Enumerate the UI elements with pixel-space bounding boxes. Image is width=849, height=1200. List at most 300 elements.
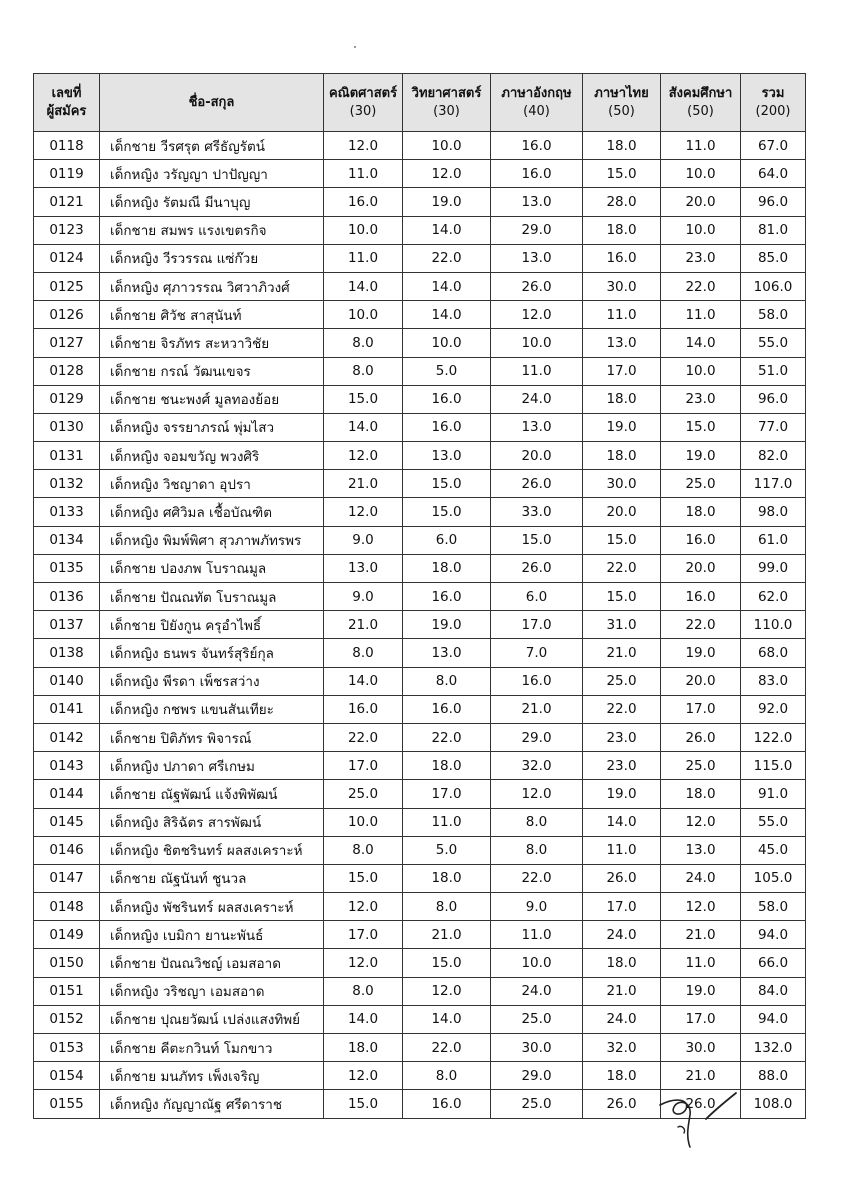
cell-math: 8.0 — [324, 357, 403, 385]
table-row — [34, 301, 806, 329]
cell-english: 22.0 — [491, 864, 583, 892]
cell-applicant-id: 0125 — [34, 272, 100, 300]
cell-thai: 18.0 — [583, 949, 661, 977]
cell-english: 8.0 — [491, 836, 583, 864]
cell-thai: 30.0 — [583, 272, 661, 300]
cell-total: 68.0 — [741, 639, 806, 667]
cell-math: 8.0 — [324, 329, 403, 357]
cell-total: 61.0 — [741, 526, 806, 554]
cell-applicant-id: 0118 — [34, 132, 100, 160]
cell-social: 13.0 — [661, 836, 741, 864]
cell-total: 96.0 — [741, 385, 806, 413]
cell-total: 106.0 — [741, 272, 806, 300]
header-math-max: (30) — [349, 103, 377, 119]
cell-english: 12.0 — [491, 301, 583, 329]
table-row — [34, 752, 806, 780]
cell-english: 15.0 — [491, 526, 583, 554]
cell-applicant-id: 0135 — [34, 554, 100, 582]
cell-math: 11.0 — [324, 244, 403, 272]
cell-total: 67.0 — [741, 132, 806, 160]
table-row — [34, 413, 806, 441]
header-thai-max: (50) — [608, 103, 635, 119]
cell-english: 26.0 — [491, 554, 583, 582]
cell-applicant-id: 0152 — [34, 1005, 100, 1033]
cell-math: 12.0 — [324, 442, 403, 470]
table-row — [34, 864, 806, 892]
cell-social: 19.0 — [661, 442, 741, 470]
cell-thai: 26.0 — [583, 1090, 661, 1118]
cell-math: 10.0 — [324, 301, 403, 329]
table-row — [34, 780, 806, 808]
cell-name: เด็กหญิง วรัญญา ปาปัญญา — [100, 160, 324, 188]
cell-english: 11.0 — [491, 921, 583, 949]
cell-science: 15.0 — [403, 498, 491, 526]
cell-name: เด็กชาย จิรภัทร สะหวาวิชัย — [100, 329, 324, 357]
cell-social: 12.0 — [661, 893, 741, 921]
table-row — [34, 160, 806, 188]
cell-science: 22.0 — [403, 723, 491, 751]
header-science-label: วิทยาศาสตร์ — [411, 85, 482, 101]
cell-name: เด็กชาย ปิยังกูน ครุอำไพธิ์ — [100, 611, 324, 639]
cell-science: 19.0 — [403, 188, 491, 216]
cell-name: เด็กชาย ปัณณวิชญ์ เอมสอาด — [100, 949, 324, 977]
cell-name: เด็กชาย ณัฐนันท์ ชูนวล — [100, 864, 324, 892]
cell-social: 20.0 — [661, 667, 741, 695]
cell-science: 8.0 — [403, 1062, 491, 1090]
cell-thai: 17.0 — [583, 357, 661, 385]
cell-social: 22.0 — [661, 611, 741, 639]
cell-english: 20.0 — [491, 442, 583, 470]
table-row — [34, 1034, 806, 1062]
cell-total: 88.0 — [741, 1062, 806, 1090]
cell-math: 15.0 — [324, 385, 403, 413]
cell-english: 17.0 — [491, 611, 583, 639]
cell-social: 23.0 — [661, 385, 741, 413]
cell-total: 85.0 — [741, 244, 806, 272]
table-row — [34, 554, 806, 582]
cell-social: 18.0 — [661, 498, 741, 526]
cell-applicant-id: 0133 — [34, 498, 100, 526]
cell-thai: 15.0 — [583, 526, 661, 554]
table-row — [34, 583, 806, 611]
table-row — [34, 836, 806, 864]
cell-thai: 13.0 — [583, 329, 661, 357]
cell-social: 30.0 — [661, 1034, 741, 1062]
cell-science: 11.0 — [403, 808, 491, 836]
cell-applicant-id: 0129 — [34, 385, 100, 413]
header-english-max: (40) — [523, 103, 550, 119]
cell-applicant-id: 0119 — [34, 160, 100, 188]
cell-math: 10.0 — [324, 216, 403, 244]
cell-science: 14.0 — [403, 301, 491, 329]
cell-math: 12.0 — [324, 893, 403, 921]
cell-english: 7.0 — [491, 639, 583, 667]
cell-applicant-id: 0149 — [34, 921, 100, 949]
cell-applicant-id: 0142 — [34, 723, 100, 751]
cell-total: 58.0 — [741, 301, 806, 329]
cell-thai: 15.0 — [583, 583, 661, 611]
cell-math: 12.0 — [324, 949, 403, 977]
table-row — [34, 808, 806, 836]
cell-math: 13.0 — [324, 554, 403, 582]
cell-social: 18.0 — [661, 780, 741, 808]
cell-thai: 14.0 — [583, 808, 661, 836]
cell-name: เด็กหญิง ชิตชรินทร์ ผลสงเคราะห์ — [100, 836, 324, 864]
signature-image — [640, 1075, 750, 1155]
cell-thai: 24.0 — [583, 1005, 661, 1033]
table-row — [34, 188, 806, 216]
cell-math: 17.0 — [324, 752, 403, 780]
cell-social: 11.0 — [661, 949, 741, 977]
cell-math: 16.0 — [324, 695, 403, 723]
cell-english: 13.0 — [491, 244, 583, 272]
header-math — [324, 74, 403, 132]
cell-total: 84.0 — [741, 977, 806, 1005]
cell-social: 10.0 — [661, 160, 741, 188]
cell-science: 12.0 — [403, 977, 491, 1005]
cell-science: 19.0 — [403, 611, 491, 639]
cell-total: 117.0 — [741, 470, 806, 498]
header-social-label: สังคมศึกษา — [668, 85, 733, 101]
cell-name: เด็กชาย ปุณยวัฒน์ เปล่งแสงทิพย์ — [100, 1005, 324, 1033]
cell-science: 16.0 — [403, 583, 491, 611]
cell-social: 15.0 — [661, 413, 741, 441]
cell-math: 8.0 — [324, 977, 403, 1005]
cell-thai: 23.0 — [583, 723, 661, 751]
table-body — [34, 132, 806, 1119]
cell-science: 15.0 — [403, 949, 491, 977]
cell-science: 8.0 — [403, 667, 491, 695]
header-id-line2: ผู้สมัคร — [46, 103, 87, 119]
cell-thai: 19.0 — [583, 413, 661, 441]
table-row — [34, 357, 806, 385]
cell-social: 19.0 — [661, 639, 741, 667]
cell-math: 14.0 — [324, 413, 403, 441]
cell-name: เด็กหญิง จอมขวัญ พวงศิริ — [100, 442, 324, 470]
table-row — [34, 977, 806, 1005]
cell-social: 16.0 — [661, 583, 741, 611]
cell-social: 19.0 — [661, 977, 741, 1005]
header-math-label: คณิตศาสตร์ — [328, 85, 398, 101]
cell-thai: 25.0 — [583, 667, 661, 695]
cell-english: 29.0 — [491, 1062, 583, 1090]
cell-social: 22.0 — [661, 272, 741, 300]
cell-science: 14.0 — [403, 1005, 491, 1033]
cell-math: 9.0 — [324, 526, 403, 554]
cell-math: 14.0 — [324, 272, 403, 300]
cell-applicant-id: 0140 — [34, 667, 100, 695]
cell-english: 26.0 — [491, 272, 583, 300]
cell-applicant-id: 0144 — [34, 780, 100, 808]
table-row — [34, 611, 806, 639]
cell-english: 21.0 — [491, 695, 583, 723]
cell-science: 18.0 — [403, 554, 491, 582]
cell-name: เด็กชาย มนภัทร เพ็งเจริญ — [100, 1062, 324, 1090]
cell-math: 21.0 — [324, 611, 403, 639]
cell-applicant-id: 0123 — [34, 216, 100, 244]
cell-math: 14.0 — [324, 667, 403, 695]
cell-name: เด็กหญิง ปภาดา ศรีเกษม — [100, 752, 324, 780]
cell-math: 12.0 — [324, 498, 403, 526]
cell-math: 22.0 — [324, 723, 403, 751]
header-thai-label: ภาษาไทย — [594, 85, 649, 101]
cell-science: 22.0 — [403, 1034, 491, 1062]
cell-english: 24.0 — [491, 977, 583, 1005]
cell-applicant-id: 0155 — [34, 1090, 100, 1118]
cell-english: 25.0 — [491, 1005, 583, 1033]
cell-math: 14.0 — [324, 1005, 403, 1033]
cell-thai: 18.0 — [583, 216, 661, 244]
cell-thai: 21.0 — [583, 639, 661, 667]
cell-applicant-id: 0127 — [34, 329, 100, 357]
cell-applicant-id: 0136 — [34, 583, 100, 611]
table-row — [34, 1005, 806, 1033]
cell-thai: 32.0 — [583, 1034, 661, 1062]
cell-science: 5.0 — [403, 357, 491, 385]
cell-english: 10.0 — [491, 329, 583, 357]
cell-total: 62.0 — [741, 583, 806, 611]
cell-applicant-id: 0137 — [34, 611, 100, 639]
cell-thai: 21.0 — [583, 977, 661, 1005]
cell-math: 18.0 — [324, 1034, 403, 1062]
cell-math: 10.0 — [324, 808, 403, 836]
cell-name: เด็กชาย ศิวัช สาสุนันท์ — [100, 301, 324, 329]
cell-science: 16.0 — [403, 385, 491, 413]
cell-name: เด็กชาย วีรศรุต ศรีธัญรัตน์ — [100, 132, 324, 160]
cell-name: เด็กชาย ปองภพ โบราณมูล — [100, 554, 324, 582]
cell-total: 98.0 — [741, 498, 806, 526]
header-total — [741, 74, 806, 132]
cell-name: เด็กหญิง พิมพ์พิศา สุวภาพภัทรพร — [100, 526, 324, 554]
header-social-max: (50) — [687, 103, 714, 119]
cell-english: 32.0 — [491, 752, 583, 780]
cell-total: 51.0 — [741, 357, 806, 385]
cell-name: เด็กชาย ณัฐพัฒน์ แจ้งพิพัฒน์ — [100, 780, 324, 808]
cell-applicant-id: 0148 — [34, 893, 100, 921]
cell-name: เด็กหญิง พัชรินทร์ ผลสงเคราะห์ — [100, 893, 324, 921]
cell-english: 8.0 — [491, 808, 583, 836]
cell-social: 25.0 — [661, 470, 741, 498]
cell-thai: 26.0 — [583, 864, 661, 892]
cell-applicant-id: 0121 — [34, 188, 100, 216]
header-english — [491, 74, 583, 132]
table-row — [34, 667, 806, 695]
cell-name: เด็กหญิง ศุภาวรรณ วิศวาภิวงศ์ — [100, 272, 324, 300]
cell-science: 16.0 — [403, 1090, 491, 1118]
table-row — [34, 723, 806, 751]
header-science-max: (30) — [433, 103, 460, 119]
cell-applicant-id: 0130 — [34, 413, 100, 441]
cell-thai: 15.0 — [583, 160, 661, 188]
cell-name: เด็กชาย กรณ์ วัฒนเขจร — [100, 357, 324, 385]
cell-applicant-id: 0147 — [34, 864, 100, 892]
cell-social: 23.0 — [661, 244, 741, 272]
cell-total: 108.0 — [741, 1090, 806, 1118]
header-row — [34, 74, 806, 132]
cell-name: เด็กหญิง วิชญาดา อุปรา — [100, 470, 324, 498]
cell-applicant-id: 0134 — [34, 526, 100, 554]
cell-english: 29.0 — [491, 216, 583, 244]
header-thai — [583, 74, 661, 132]
header-id-line1: เลขที่ — [51, 85, 82, 101]
cell-applicant-id: 0150 — [34, 949, 100, 977]
cell-social: 10.0 — [661, 216, 741, 244]
cell-social: 20.0 — [661, 188, 741, 216]
cell-applicant-id: 0145 — [34, 808, 100, 836]
cell-name: เด็กชาย สมพร แรงเขตรกิจ — [100, 216, 324, 244]
cell-english: 11.0 — [491, 357, 583, 385]
cell-applicant-id: 0138 — [34, 639, 100, 667]
cell-total: 94.0 — [741, 1005, 806, 1033]
cell-total: 58.0 — [741, 893, 806, 921]
cell-name: เด็กชาย คีตะกวินท์ โมกขาว — [100, 1034, 324, 1062]
table-row — [34, 272, 806, 300]
header-science — [403, 74, 491, 132]
cell-total: 96.0 — [741, 188, 806, 216]
cell-total: 105.0 — [741, 864, 806, 892]
cell-science: 6.0 — [403, 526, 491, 554]
cell-total: 77.0 — [741, 413, 806, 441]
cell-thai: 19.0 — [583, 780, 661, 808]
table-row — [34, 385, 806, 413]
table-row — [34, 132, 806, 160]
cell-social: 21.0 — [661, 1062, 741, 1090]
cell-name: เด็กหญิง กัญญาณัฐ ศรีดาราช — [100, 1090, 324, 1118]
cell-applicant-id: 0124 — [34, 244, 100, 272]
header-social — [661, 74, 741, 132]
cell-total: 92.0 — [741, 695, 806, 723]
table-row — [34, 244, 806, 272]
cell-science: 10.0 — [403, 329, 491, 357]
cell-applicant-id: 0131 — [34, 442, 100, 470]
cell-total: 83.0 — [741, 667, 806, 695]
table-header — [34, 74, 806, 132]
cell-english: 16.0 — [491, 667, 583, 695]
cell-math: 21.0 — [324, 470, 403, 498]
cell-total: 82.0 — [741, 442, 806, 470]
cell-total: 132.0 — [741, 1034, 806, 1062]
cell-thai: 30.0 — [583, 470, 661, 498]
cell-social: 11.0 — [661, 301, 741, 329]
cell-science: 18.0 — [403, 752, 491, 780]
cell-social: 21.0 — [661, 921, 741, 949]
cell-math: 11.0 — [324, 160, 403, 188]
cell-science: 15.0 — [403, 470, 491, 498]
cell-name: เด็กหญิง สิริฉัตร สารพัฒน์ — [100, 808, 324, 836]
cell-english: 33.0 — [491, 498, 583, 526]
cell-social: 25.0 — [661, 752, 741, 780]
cell-math: 8.0 — [324, 639, 403, 667]
cell-social: 17.0 — [661, 1005, 741, 1033]
table-row — [34, 442, 806, 470]
cell-science: 5.0 — [403, 836, 491, 864]
table-row — [34, 329, 806, 357]
cell-social: 16.0 — [661, 526, 741, 554]
cell-math: 8.0 — [324, 836, 403, 864]
cell-english: 16.0 — [491, 132, 583, 160]
cell-science: 14.0 — [403, 216, 491, 244]
cell-math: 17.0 — [324, 921, 403, 949]
cell-social: 24.0 — [661, 864, 741, 892]
cell-thai: 22.0 — [583, 554, 661, 582]
cell-name: เด็กหญิง รัตมณี มีนาบุญ — [100, 188, 324, 216]
cell-total: 66.0 — [741, 949, 806, 977]
header-applicant-id — [34, 74, 100, 132]
cell-name: เด็กหญิง ธนพร จันทร์สุริย์กุล — [100, 639, 324, 667]
cell-applicant-id: 0151 — [34, 977, 100, 1005]
cell-science: 21.0 — [403, 921, 491, 949]
cell-total: 99.0 — [741, 554, 806, 582]
cell-total: 122.0 — [741, 723, 806, 751]
cell-science: 22.0 — [403, 244, 491, 272]
cell-science: 12.0 — [403, 160, 491, 188]
cell-name: เด็กหญิง พีรดา เพ็ชรสว่าง — [100, 667, 324, 695]
header-total-max: (200) — [755, 103, 791, 119]
cell-social: 14.0 — [661, 329, 741, 357]
cell-math: 25.0 — [324, 780, 403, 808]
cell-thai: 18.0 — [583, 442, 661, 470]
cell-thai: 22.0 — [583, 695, 661, 723]
cell-thai: 18.0 — [583, 385, 661, 413]
cell-science: 18.0 — [403, 864, 491, 892]
cell-name: เด็กชาย ปิติภัทร พิจารณ์ — [100, 723, 324, 751]
cell-applicant-id: 0143 — [34, 752, 100, 780]
header-total-label: รวม — [761, 85, 785, 101]
scan-speck — [354, 46, 356, 48]
cell-applicant-id: 0126 — [34, 301, 100, 329]
cell-total: 55.0 — [741, 329, 806, 357]
cell-applicant-id: 0154 — [34, 1062, 100, 1090]
table-row — [34, 526, 806, 554]
cell-name: เด็กหญิง กชพร แขนสันเทียะ — [100, 695, 324, 723]
cell-english: 9.0 — [491, 893, 583, 921]
cell-total: 110.0 — [741, 611, 806, 639]
cell-social: 11.0 — [661, 132, 741, 160]
cell-thai: 23.0 — [583, 752, 661, 780]
cell-thai: 18.0 — [583, 132, 661, 160]
table-row — [34, 893, 806, 921]
cell-english: 16.0 — [491, 160, 583, 188]
cell-name: เด็กหญิง ศศิวิมล เชื้อบัณฑิต — [100, 498, 324, 526]
cell-total: 91.0 — [741, 780, 806, 808]
table-row — [34, 639, 806, 667]
cell-science: 13.0 — [403, 639, 491, 667]
cell-thai: 20.0 — [583, 498, 661, 526]
cell-name: เด็กชาย ชนะพงศ์ มูลทองย้อย — [100, 385, 324, 413]
cell-science: 13.0 — [403, 442, 491, 470]
cell-thai: 18.0 — [583, 1062, 661, 1090]
cell-english: 13.0 — [491, 413, 583, 441]
cell-english: 6.0 — [491, 583, 583, 611]
cell-name: เด็กหญิง จรรยาภรณ์ พุ่มไสว — [100, 413, 324, 441]
cell-name: เด็กหญิง วริชญา เอมสอาด — [100, 977, 324, 1005]
cell-english: 10.0 — [491, 949, 583, 977]
table-row — [34, 695, 806, 723]
cell-thai: 11.0 — [583, 836, 661, 864]
table-row — [34, 921, 806, 949]
cell-total: 115.0 — [741, 752, 806, 780]
cell-social: 26.0 — [661, 723, 741, 751]
cell-social: 10.0 — [661, 357, 741, 385]
cell-math: 12.0 — [324, 1062, 403, 1090]
cell-total: 45.0 — [741, 836, 806, 864]
cell-math: 16.0 — [324, 188, 403, 216]
cell-science: 8.0 — [403, 893, 491, 921]
cell-total: 55.0 — [741, 808, 806, 836]
cell-english: 13.0 — [491, 188, 583, 216]
cell-applicant-id: 0128 — [34, 357, 100, 385]
header-name — [100, 74, 324, 132]
